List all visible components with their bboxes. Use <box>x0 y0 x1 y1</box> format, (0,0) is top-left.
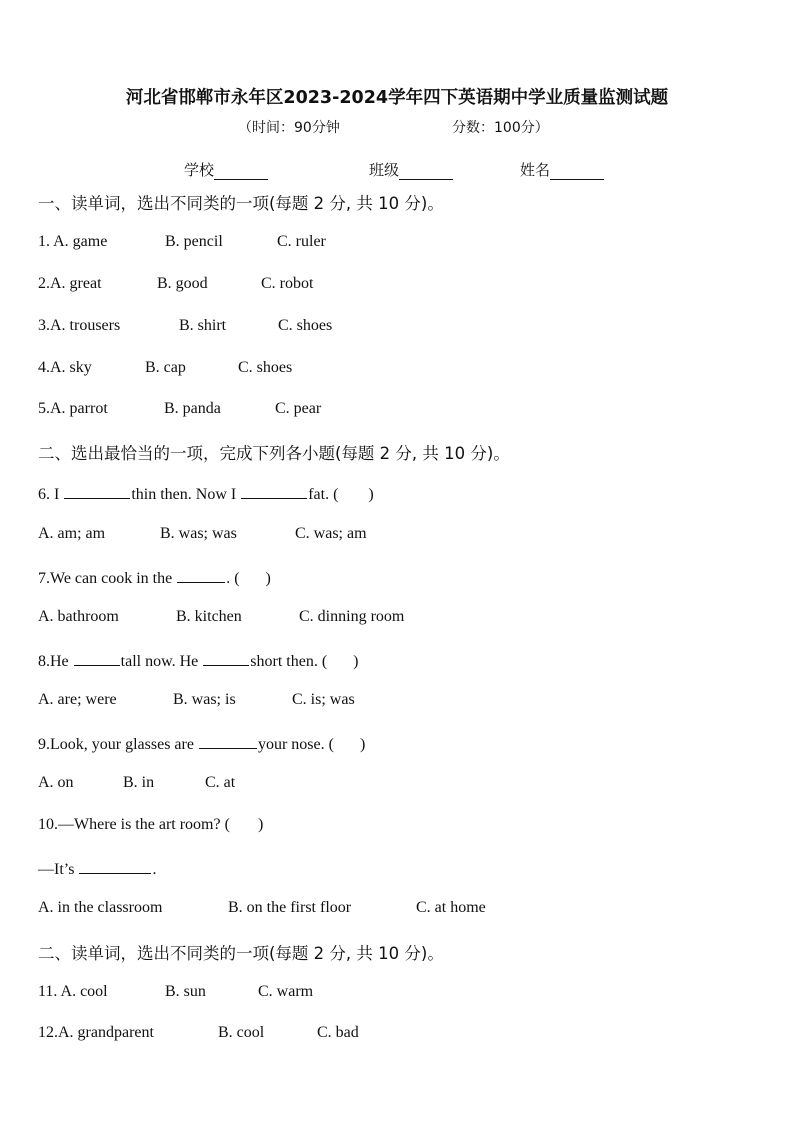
question-text: short then. ( <box>250 653 328 670</box>
option-b[interactable]: B. cool <box>218 1024 265 1041</box>
option-a[interactable]: A. am; am <box>38 525 106 542</box>
question-text: —It’s <box>38 861 75 878</box>
option-a[interactable]: A. bathroom <box>38 608 119 625</box>
answer-blank[interactable] <box>64 483 130 499</box>
option-a[interactable]: 2.A. great <box>38 275 102 292</box>
option-c[interactable]: C. ruler <box>277 233 326 250</box>
option-c[interactable]: C. dinning room <box>299 608 405 625</box>
question-text: 7.We can cook in the <box>38 570 173 587</box>
option-a[interactable]: 12.A. grandparent <box>38 1024 154 1041</box>
answer-blank[interactable] <box>74 650 120 666</box>
question-text: your nose. ( <box>257 736 334 753</box>
option-b[interactable]: B. kitchen <box>176 608 242 625</box>
answer-blank[interactable] <box>203 650 249 666</box>
section-3-heading: 二、读单词，选出不同类的一项(每题 2 分, 共 10 分)。 <box>38 944 444 963</box>
option-a[interactable]: 4.A. sky <box>38 359 92 376</box>
question-10 <box>38 816 263 834</box>
exam-title: 河北省邯郸市永年区2023-2024学年四下英语期中学业质量监测试题 <box>125 88 669 108</box>
question-7 <box>38 567 271 588</box>
option-b[interactable]: B. on the first floor <box>228 899 352 916</box>
option-b[interactable]: B. was; was <box>160 525 237 542</box>
class-label: 班级 <box>369 161 400 179</box>
option-b[interactable]: B. was; is <box>173 691 236 708</box>
question-11 <box>38 983 108 1001</box>
answer-blank[interactable] <box>79 858 151 874</box>
option-c[interactable]: C. bad <box>317 1024 359 1041</box>
option-b[interactable]: B. pencil <box>165 233 223 250</box>
question-text: ) <box>359 736 366 753</box>
class-field <box>369 159 453 180</box>
question-text: fat. ( <box>308 486 339 503</box>
option-c[interactable]: C. pear <box>275 400 322 417</box>
question-text: 8.He <box>38 653 69 670</box>
option-a[interactable]: 11. A. cool <box>38 983 108 1000</box>
question-9 <box>38 733 365 754</box>
question-text: ) <box>257 816 264 833</box>
question-text: . <box>152 861 157 878</box>
name-label: 姓名 <box>520 161 551 179</box>
question-10-reply <box>38 858 156 879</box>
option-a[interactable]: 1. A. game <box>38 233 108 250</box>
question-text: tall now. He <box>120 653 199 670</box>
question-1 <box>38 233 107 251</box>
option-b[interactable]: B. sun <box>165 983 206 1000</box>
option-a[interactable]: 3.A. trousers <box>38 317 121 334</box>
name-field <box>520 159 604 180</box>
option-c[interactable]: C. shoes <box>278 317 333 334</box>
question-6 <box>38 483 374 504</box>
question-text: . ( <box>226 570 240 587</box>
option-c[interactable]: C. warm <box>258 983 314 1000</box>
question-text: 10.—Where is the art room? ( <box>38 816 230 833</box>
option-a[interactable]: 5.A. parrot <box>38 400 108 417</box>
question-2 <box>38 275 102 293</box>
option-a[interactable]: A. on <box>38 774 74 791</box>
question-4 <box>38 359 92 377</box>
answer-blank[interactable] <box>241 483 307 499</box>
option-c[interactable]: C. is; was <box>292 691 355 708</box>
exam-time: （时间：90分钟 <box>238 120 340 136</box>
question-12 <box>38 1024 154 1042</box>
option-a[interactable]: A. are; were <box>38 691 117 708</box>
option-b[interactable]: B. good <box>157 275 208 292</box>
option-a[interactable]: A. in the classroom <box>38 899 163 916</box>
option-c[interactable]: C. was; am <box>295 525 367 542</box>
option-c[interactable]: C. robot <box>261 275 314 292</box>
school-blank[interactable] <box>214 165 268 180</box>
option-b[interactable]: B. panda <box>164 400 221 417</box>
question-8 <box>38 650 358 671</box>
question-5 <box>38 400 108 418</box>
school-field <box>184 159 268 180</box>
option-c[interactable]: C. at home <box>416 899 486 916</box>
question-text: ) <box>368 486 374 503</box>
question-text: ) <box>353 653 359 670</box>
option-b[interactable]: B. cap <box>145 359 186 376</box>
question-text: 6. I <box>38 486 60 503</box>
question-text: 9.Look, your glasses are <box>38 736 194 753</box>
name-blank[interactable] <box>550 165 604 180</box>
answer-blank[interactable] <box>199 733 257 749</box>
option-b[interactable]: B. shirt <box>179 317 227 334</box>
option-b[interactable]: B. in <box>123 774 155 791</box>
class-blank[interactable] <box>399 165 453 180</box>
question-3 <box>38 317 120 335</box>
option-c[interactable]: C. at <box>205 774 236 791</box>
question-text: ) <box>265 570 271 587</box>
exam-score: 分数：100分） <box>452 120 549 136</box>
option-c[interactable]: C. shoes <box>238 359 293 376</box>
school-label: 学校 <box>184 161 215 179</box>
section-1-heading: 一、读单词，选出不同类的一项(每题 2 分, 共 10 分)。 <box>38 194 444 213</box>
answer-blank[interactable] <box>177 567 225 583</box>
section-2-heading: 二、选出最恰当的一项，完成下列各小题(每题 2 分, 共 10 分)。 <box>38 444 510 463</box>
question-text: thin then. Now I <box>131 486 237 503</box>
